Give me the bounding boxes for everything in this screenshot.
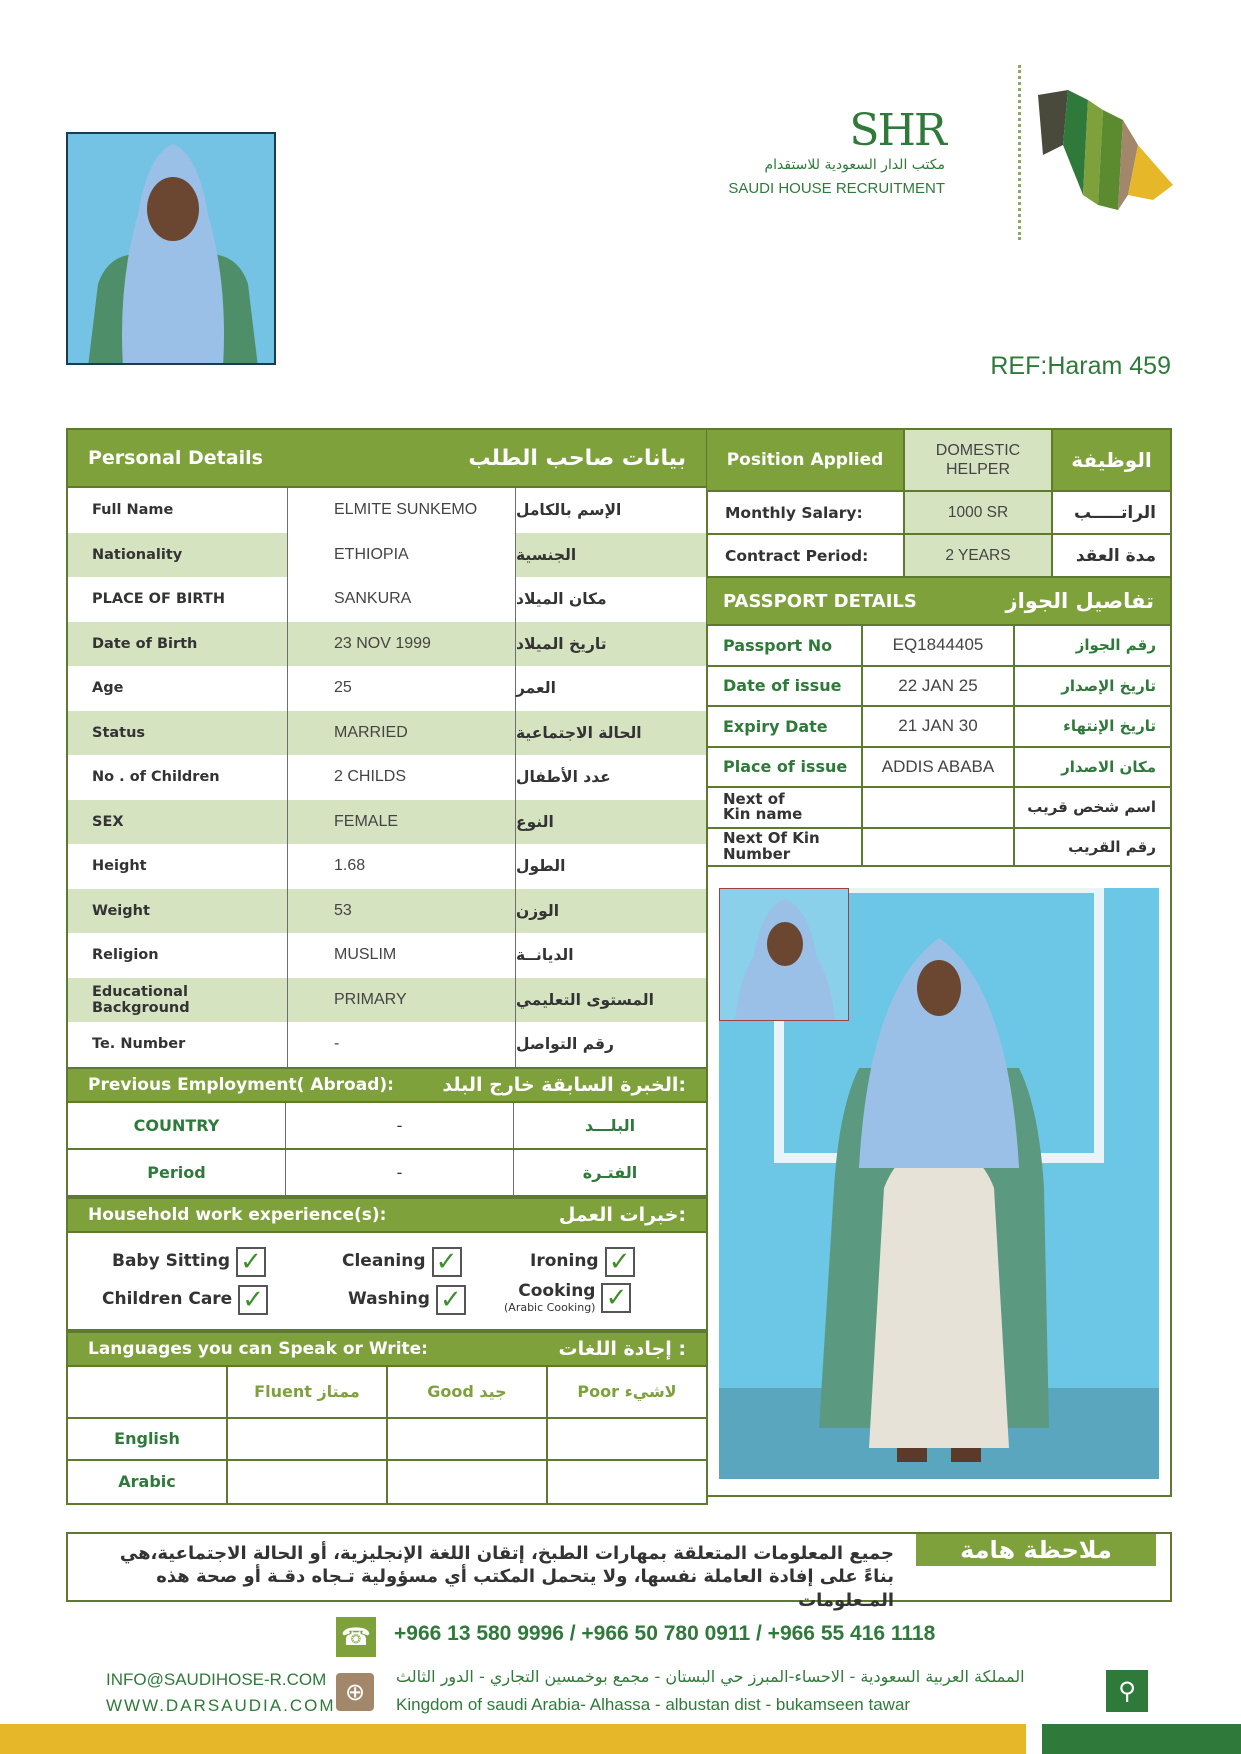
phone-numbers[interactable]: +966 13 580 9996 / +966 50 780 0911 / +966 55 416 1118: [394, 1622, 936, 1645]
skill-label: Cleaning: [342, 1251, 426, 1271]
passport-header: [707, 576, 1170, 624]
applicant-photo: [66, 132, 276, 365]
table-row: [66, 844, 708, 889]
row-label: Date of Birth: [68, 622, 288, 667]
row-value: MUSLIM: [288, 933, 516, 978]
language-name: English: [68, 1419, 228, 1461]
row-label: No . of Children: [68, 755, 288, 800]
passport-label-ar: رقم القريب: [1068, 837, 1156, 856]
row-value: FEMALE: [288, 800, 516, 845]
checkbox-checked-icon[interactable]: ✓: [601, 1283, 631, 1313]
languages-table: [66, 1367, 708, 1505]
row-label-ar: العمر: [516, 679, 556, 698]
row-value: 1.68: [288, 844, 516, 889]
table-row: [66, 488, 708, 533]
passport-label: Expiry Date: [723, 716, 828, 736]
position-label-ar: الوظيفة: [1071, 448, 1152, 472]
row-value: SANKURA: [288, 577, 516, 622]
passport-style-photo: [719, 888, 849, 1021]
row-label-ar: الجنسية: [516, 545, 577, 564]
personal-details-section: [66, 428, 708, 1505]
employment-row: [66, 1150, 708, 1197]
table-row: [66, 978, 708, 1023]
passport-row: [707, 705, 1170, 746]
passport-value: ADDIS ABABA: [861, 748, 1015, 787]
skill-cooking: [504, 1280, 631, 1314]
website-link[interactable]: WWW.DARSAUDIA.COM: [106, 1696, 336, 1715]
table-row: [66, 622, 708, 667]
table-row: [66, 933, 708, 978]
contract-label: Contract Period:: [725, 546, 869, 565]
row-label-ar: الديانــة: [516, 946, 574, 965]
previous-employment-header: [66, 1067, 708, 1103]
row-label: Nationality: [68, 533, 288, 578]
row-label-ar: المستوى التعليمي: [516, 990, 654, 1009]
position-label: Position Applied: [726, 450, 884, 470]
passport-label: Next of Kin name: [723, 789, 803, 824]
row-label: Religion: [68, 933, 288, 978]
language-row: [68, 1419, 706, 1461]
languages-header: [66, 1331, 708, 1367]
passport-title-ar: تفاصيل الجواز: [1005, 589, 1154, 613]
table-row: [66, 711, 708, 756]
salary-value: 1000 SR: [903, 492, 1053, 533]
language-good: [388, 1419, 548, 1461]
household-title: Household work experience(s):: [88, 1204, 387, 1225]
logo-title: SHR: [849, 105, 945, 156]
language-poor: [548, 1419, 706, 1461]
passport-value: [861, 829, 1015, 866]
contract-row: [707, 533, 1170, 576]
row-value: 25: [288, 666, 516, 711]
map-mark-icon: [1028, 85, 1178, 215]
notice-title: ملاحظة هامة: [916, 1534, 1156, 1566]
column-header-poor: Poor لاشيء: [548, 1367, 706, 1419]
skill-label: [504, 1280, 596, 1314]
contract-value: 2 YEARS: [903, 535, 1053, 576]
passport-label-ar: اسم شخص قريب: [1027, 798, 1156, 817]
row-value: 23 NOV 1999: [288, 622, 516, 667]
table-row: [66, 1022, 708, 1067]
row-value: ETHIOPIA: [288, 533, 516, 578]
row-label-ar: رقم التواصل: [516, 1035, 614, 1054]
column-header-fluent: Fluent ممتاز: [228, 1367, 388, 1419]
row-label-ar: الوزن: [516, 901, 560, 920]
table-row: [66, 666, 708, 711]
column-header-good: Good جيد: [388, 1367, 548, 1419]
skill-cleaning: [342, 1247, 462, 1277]
row-label-ar: عدد الأطفال: [516, 768, 611, 787]
language-name: Arabic: [68, 1461, 228, 1503]
table-row: [66, 889, 708, 934]
checkbox-checked-icon[interactable]: ✓: [238, 1285, 268, 1315]
location-pin-icon: ⚲: [1106, 1670, 1148, 1712]
checkbox-checked-icon[interactable]: ✓: [432, 1247, 462, 1277]
employment-value: -: [286, 1103, 514, 1148]
position-passport-section: [706, 428, 1172, 1497]
passport-label-ar: تاريخ الإصدار: [1061, 676, 1156, 695]
globe-icon: ⊕: [336, 1673, 374, 1711]
table-row: [66, 577, 708, 622]
address-arabic: المملكة العربية السعودية - الاحساء-المبرز حي البستان - مجمع بوخمسين التجاري - الدور الثالث: [396, 1667, 1025, 1686]
row-label: PLACE OF BIRTH: [68, 577, 288, 622]
important-notice: [66, 1532, 1172, 1611]
passport-row: [707, 827, 1170, 868]
salary-label-ar: الراتـــــب: [1073, 502, 1156, 523]
skill-washing: [348, 1285, 466, 1315]
passport-value: 21 JAN 30: [861, 707, 1015, 746]
passport-label-ar: مكان الاصدار: [1061, 757, 1156, 776]
skill-ironing: [530, 1247, 635, 1277]
passport-row: [707, 624, 1170, 665]
passport-label: Passport No: [723, 635, 833, 655]
household-skills: [66, 1233, 708, 1331]
skill-children-care: [102, 1285, 268, 1315]
personal-details-title: Personal Details: [88, 447, 263, 469]
position-value: DOMESTIC HELPER: [903, 430, 1053, 490]
language-poor: [548, 1461, 706, 1503]
row-value: PRIMARY: [288, 978, 516, 1023]
row-label: Height: [68, 844, 288, 889]
checkbox-checked-icon[interactable]: ✓: [236, 1247, 266, 1277]
skill-baby-sitting: [112, 1247, 266, 1277]
row-value: ELMITE SUNKEMO: [288, 488, 516, 533]
footer-bar-green: [1042, 1724, 1241, 1754]
row-label: Educational Background: [68, 978, 288, 1023]
row-value: 2 CHILDS: [288, 755, 516, 800]
table-row: [66, 533, 708, 578]
phone-icon: ☎: [336, 1617, 376, 1657]
employment-row: [66, 1103, 708, 1150]
row-label: Status: [68, 711, 288, 756]
salary-label: Monthly Salary:: [725, 503, 863, 522]
row-label-ar: مكان الميلاد: [516, 590, 607, 609]
employment-label-ar: الفتـرة: [582, 1162, 638, 1182]
row-value: -: [288, 1022, 516, 1067]
household-title-ar: خبرات العمل:: [558, 1203, 686, 1226]
passport-label: Place of issue: [723, 757, 848, 777]
language-good: [388, 1461, 548, 1503]
footer-bar-yellow: [0, 1724, 1026, 1754]
employment-label: Period: [68, 1150, 286, 1195]
skill-label: Children Care: [102, 1289, 233, 1309]
address-english: Kingdom of saudi Arabia- Alhassa - albustan dist - bukamseen tawar: [396, 1695, 911, 1714]
passport-row: [707, 786, 1170, 827]
row-label-ar: الحالة الاجتماعية: [516, 723, 642, 742]
employment-value: -: [286, 1150, 514, 1195]
passport-value: [861, 788, 1015, 827]
logo-divider: [1018, 65, 1021, 240]
employment-label: COUNTRY: [68, 1103, 286, 1148]
row-value: 53: [288, 889, 516, 934]
full-body-photo: [719, 888, 1159, 1479]
row-label-ar: تاريخ الميلاد: [516, 634, 607, 653]
row-label: SEX: [68, 800, 288, 845]
personal-details-title-ar: بيانات صاحب الطلب: [468, 445, 686, 471]
language-fluent: [228, 1419, 388, 1461]
contract-label-ar: مدة العقد: [1075, 545, 1156, 566]
previous-employment-title-ar: الخبرة السابقة خارج البلد:: [442, 1073, 686, 1096]
passport-value: EQ1844405: [861, 626, 1015, 665]
passport-label: Date of issue: [723, 676, 842, 696]
table-row: [66, 800, 708, 845]
row-label-ar: النوع: [516, 812, 554, 831]
reference-number: REF:Haram 459: [990, 352, 1171, 380]
row-label: Age: [68, 666, 288, 711]
language-fluent: [228, 1461, 388, 1503]
previous-employment-title: Previous Employment( Abroad):: [88, 1074, 394, 1095]
table-row: [66, 755, 708, 800]
languages-title-ar: إجادة اللغات :: [558, 1337, 686, 1360]
passport-label-ar: تاريخ الإنتهاء: [1063, 717, 1156, 736]
row-label-ar: الطول: [516, 857, 566, 876]
checkbox-checked-icon[interactable]: ✓: [605, 1247, 635, 1277]
company-logo: [728, 65, 1180, 245]
skill-label-sub: (Arabic Cooking): [504, 1300, 596, 1314]
languages-header-row: [68, 1367, 706, 1419]
skill-label-main: Cooking: [518, 1280, 596, 1301]
logo-english-name: SAUDI HOUSE RECRUITMENT: [728, 180, 945, 197]
passport-row: [707, 665, 1170, 706]
languages-title: Languages you can Speak or Write:: [88, 1338, 428, 1359]
row-label: Te. Number: [68, 1022, 288, 1067]
employment-label-ar: البلـــد: [584, 1115, 636, 1135]
household-header: [66, 1197, 708, 1233]
row-label: Full Name: [68, 488, 288, 533]
passport-title: PASSPORT DETAILS: [723, 590, 917, 612]
skill-label: Ironing: [530, 1251, 599, 1271]
passport-label: Next Of Kin Number: [723, 829, 820, 863]
email-link[interactable]: INFO@SAUDIHOSE-R.COM: [106, 1670, 327, 1689]
skill-label: Washing: [348, 1289, 430, 1309]
passport-value: 22 JAN 25: [861, 667, 1015, 706]
salary-row: [707, 490, 1170, 533]
passport-row: [707, 746, 1170, 787]
passport-label-ar: رقم الجواز: [1075, 636, 1156, 655]
row-label-ar: الإسم بالكامل: [516, 501, 622, 520]
row-label: Weight: [68, 889, 288, 934]
logo-arabic-name: مكتب الدار السعودية للاستقدام: [764, 157, 945, 173]
empty-cell: [68, 1367, 228, 1419]
skill-label: Baby Sitting: [112, 1251, 231, 1271]
position-row: [707, 430, 1170, 490]
row-value: MARRIED: [288, 711, 516, 756]
personal-details-header: [66, 428, 708, 488]
language-row: [68, 1461, 706, 1503]
notice-text: جميع المعلومات المتعلقة بمهارات الطبخ، إتقان اللغة الإنجليزية، أو الحالة الاجتماعية،هي بناءً على إفادة العاملة نفسها، ولا يتحمل المكتب أي مسؤولية تـجاه دقـة أو صحة هذه المـعلومات: [119, 1543, 894, 1611]
checkbox-checked-icon[interactable]: ✓: [436, 1285, 466, 1315]
